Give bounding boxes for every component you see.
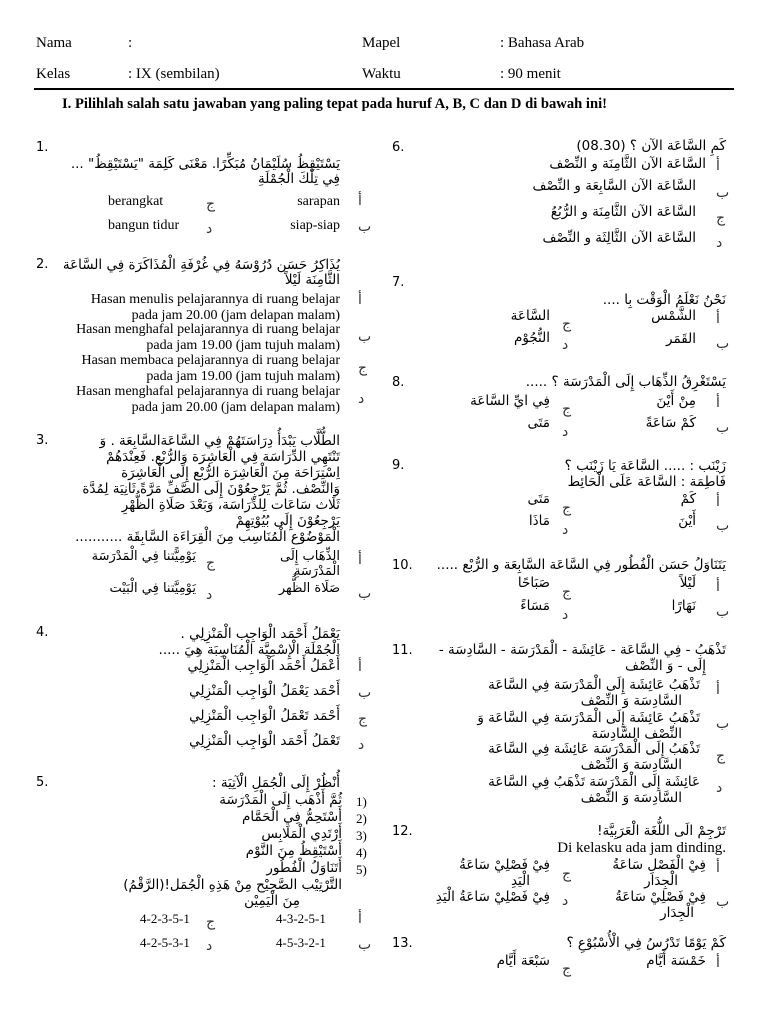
list-item: أَسْتَيْقِظُ مِنَ النَّوْم [245, 843, 342, 859]
option-d[interactable]: يَوْمِيَّتنا فِي الْبَيْت [109, 581, 196, 596]
option-d[interactable]: مَاذَا [528, 513, 550, 529]
list-item-number: 4) [356, 845, 367, 860]
option-letter-d: د [206, 938, 213, 954]
option-letter-a: أ [716, 955, 720, 971]
question-text-2: الْجُمْلَة الْإِسْمِيَّة الْمُنَاسِبَة هِيَ ..... [158, 642, 340, 658]
question-text: يَعْمَلُ أَحْمَد الْوَاجِب الْمَنْزِلِي . [180, 626, 340, 642]
reading-line-3: اِسْتِرَاحَة مِنَ الْعَاشِرَة الرُّبْع إِلَى الْعَاشِرَة [121, 465, 340, 481]
option-c[interactable]: فِي ايِّ السَّاعَة [470, 393, 550, 409]
question-number: 8. [392, 375, 405, 390]
list-item-number: 5) [356, 862, 367, 877]
option-c[interactable]: يَوْمِيًّتنا فِي الْمَدْرَسَة [91, 549, 196, 564]
mapel-label: Mapel [362, 35, 401, 51]
reading-line-2: تَنْتَهِي الدِّرَاسَة فِي الْعَاشِرَة وَالرُّبْع. فَعِنْدَهُمْ [106, 449, 340, 465]
question-text: الْمَوْضُوْع الْمُنَاسِب مِنَ الْقِرَاءَة السَّابِقَة ........... [75, 529, 340, 545]
option-a-line2[interactable]: pada jam 20.00 (jam delapan malam) [131, 308, 340, 323]
kelas-value: : IX (sembilan) [128, 66, 220, 82]
question-number: 10. [392, 558, 413, 573]
question-text: أُنْظُرْ إِلَى الْجُمَلِ الْآتِيَة : [212, 775, 340, 791]
option-letter-d: د [358, 391, 365, 407]
option-letter-c: ج [206, 196, 216, 212]
option-b-line2[interactable]: pada jam 19.00 (jam tujuh malam) [146, 338, 340, 353]
option-a[interactable]: sarapan [297, 194, 340, 209]
option-letter-d: د [562, 522, 569, 538]
list-item-number: 1) [356, 794, 367, 809]
option-a[interactable]: خَمْسَة أَيَّام [646, 953, 706, 969]
option-letter-a: أ [358, 193, 362, 209]
option-letter-c: ج [358, 360, 368, 376]
option-letter-b: ب [716, 604, 730, 620]
option-letter-d: د [206, 221, 213, 237]
option-a[interactable]: كَمْ [680, 491, 696, 507]
reading-line-6: يَرْجِعُوْنَ إِلَى بُيُوْتِهِمْ [235, 513, 340, 529]
question-number: 12. [392, 824, 413, 839]
option-d-line1[interactable]: عَائِشَة إِلَى الْمَدْرَسَة تَذْهَبُ فِي السَّاعَة [488, 774, 700, 790]
question-number: 3. [36, 433, 49, 448]
reading-line-1: الطُّلَّاب يَبْدَأُ دِرَاسَتَهُمْ فِي السَّاعَةالسَّابِعَة . وَ [99, 433, 340, 449]
reading-line-4: وَالنِّصْف. ثُمَّ يَرْجِعُوْنَ إِلَى الصَّفِّ مَرَّةً ثَانِيَة لِمُدَّة [82, 481, 340, 497]
option-letter-b: ب [358, 685, 372, 701]
sentence-to-translate: Di kelasku ada jam dinding. [557, 840, 726, 856]
option-d[interactable]: السَّاعَة الآن الثَّالِثَة و النِّصْف [542, 230, 696, 246]
question-text: كَمْ يَوْمًا تَدْرُسُ فِي الْأُسْبُوْعِ ؟ [566, 935, 726, 951]
question-number: 9. [392, 458, 405, 473]
question-text: تَرْجِمْ الَى اللُّغَة الْعَرَبِيَّة! [597, 823, 726, 839]
option-letter-a: أ [716, 158, 720, 174]
option-a-line1[interactable]: تَذْهَبُ عَائِشَة إِلَى الْمَدْرَسَة فِي السَّاعَة [488, 677, 700, 693]
list-item: أَتَنَاوَلُ الْفُطُور [266, 860, 342, 876]
option-letter-b: ب [716, 894, 730, 910]
option-b[interactable]: نَهَارًا [671, 598, 696, 614]
option-letter-c: ج [562, 866, 572, 882]
option-c-line1[interactable]: فِيْ فَصْلِيْ سَاعَةُ [459, 857, 550, 873]
nama-label: Nama [36, 35, 72, 51]
option-b[interactable]: أَيْنَ [678, 513, 696, 529]
question-number: 2. [36, 257, 49, 272]
option-letter-a: أ [716, 311, 720, 327]
question-text: يَسْتَغْرِقُ الذِّهَاب إِلَى الْمَدْرَسَة ؟ ..... [525, 374, 726, 390]
option-c-line2[interactable]: السَّادِسَة وَ النِّصْف [580, 757, 682, 773]
mapel-value: : Bahasa Arab [500, 35, 585, 51]
option-a[interactable]: الشَّمْس [651, 308, 696, 324]
option-a-line2[interactable]: الْجِدَار [644, 873, 678, 889]
option-b-line2[interactable]: النِّصْف السَّادِسَة [591, 726, 682, 742]
option-d-line2[interactable]: السَّادِسَة وَ النِّصْف [580, 790, 682, 806]
option-c[interactable]: صَبَاحًا [517, 575, 550, 591]
question-number: 7. [392, 275, 405, 290]
option-letter-a: أ [358, 552, 362, 568]
option-c[interactable]: 4-2-3-5-1 [140, 911, 190, 926]
option-letter-c: ج [562, 584, 572, 600]
option-b[interactable]: فِيْ فَصْلِيْ سَاعَةُ الْيَدِ [435, 889, 550, 905]
option-letter-c: ج [562, 961, 572, 977]
option-letter-b: ب [358, 586, 372, 602]
option-letter-b: ب [716, 420, 730, 436]
question-text-2: إِلَى - وَ النِّصْف [625, 658, 706, 674]
option-letter-b: ب [358, 219, 372, 235]
option-b-line1[interactable]: تَذْهَبُ عَائِشَة إِلَى الْمَدْرَسَة فِي السَّاعَة وَ [477, 710, 700, 726]
option-d[interactable]: مَتَى [527, 415, 550, 431]
option-letter-b: ب [716, 336, 730, 352]
option-letter-a: أ [358, 911, 362, 927]
option-letter-d: د [358, 737, 365, 753]
option-letter-c: ج [562, 316, 572, 332]
option-c[interactable]: السَّاعَة [510, 308, 550, 324]
option-a[interactable]: مِنْ أَيْنَ [656, 393, 696, 409]
option-letter-a: أ [358, 659, 362, 675]
option-letter-c: ج [206, 914, 216, 930]
option-letter-b: ب [358, 937, 372, 953]
question-text: يَتَنَاوَلُ حَسَن الْفُطُور فِي السَّاعَة السَّابِعَة و الرُّبْع ..... [436, 557, 726, 573]
option-letter-a: أ [716, 494, 720, 510]
option-d-line1[interactable]: فِيْ فَصْلِيْ سَاعَةُ [615, 889, 706, 905]
option-letter-a: أ [716, 860, 720, 876]
option-b[interactable]: أَحْمَد يَعْمَلُ الْوَاجِب الْمَنْزِلِي [189, 683, 340, 699]
option-letter-d: د [562, 607, 569, 623]
list-item-number: 3) [356, 828, 367, 843]
instruction: I. Pilihlah salah satu jawaban yang paling tepat pada huruf A, B, C dan D di bawah ini! [62, 96, 607, 112]
option-letter-d: د [562, 337, 569, 353]
option-c[interactable]: مَتَى [527, 491, 550, 507]
option-a[interactable]: السَّاعَة الآن الثَّامِنَة و النِّصْف [549, 156, 706, 172]
option-letter-d: د [716, 235, 723, 251]
list-item-number: 2) [356, 811, 367, 826]
option-d[interactable]: النُّجُوْم [514, 330, 550, 346]
option-letter-b: ب [716, 716, 730, 732]
option-letter-a: أ [716, 395, 720, 411]
option-letter-d: د [206, 587, 213, 603]
option-b-line1[interactable]: Hasan menghafal pelajarannya di ruang belajar [76, 322, 340, 337]
kelas-label: Kelas [36, 66, 71, 82]
nama-colon: : [128, 35, 133, 51]
option-b[interactable]: السَّاعَة الآن السَّابِعَة و النِّصْف [532, 178, 696, 194]
list-item: ثُمَّ أَذْهَب إِلَى الْمَدْرَسَة [219, 792, 342, 808]
option-a-line1[interactable]: Hasan menulis pelajarannya di ruang belajar [90, 292, 340, 307]
option-c-line2[interactable]: الْيَدِ [510, 873, 530, 889]
option-b[interactable]: صَلَاة الظُّهر [278, 581, 340, 596]
option-letter-b: ب [358, 329, 372, 345]
question-text-2: فَاطِمَة : السَّاعَة عَلَى الْحَائِط [567, 474, 726, 490]
option-c[interactable]: السَّاعَة الآن الثَّامِنَة و الرُّبُعُ [550, 204, 696, 220]
question-number: 13. [392, 936, 413, 951]
question-text: تَذْهَبُ - فِي السَّاعَة - عَائِشَة - الْمَدْرَسَة - السَّادِسَة - [438, 642, 726, 658]
question-text: كَمِ السَّاعَة الآن ؟ (08.30) [576, 138, 726, 154]
option-a[interactable]: لَيْلاً [679, 575, 696, 591]
option-d[interactable]: مَسَاءً [520, 598, 550, 614]
option-a[interactable]: أَعْمَلُ أَحْمَد الْوَاجِب الْمَنْزِلِي [187, 658, 340, 674]
option-letter-d: د [562, 424, 569, 440]
option-letter-d: د [562, 893, 569, 909]
option-a[interactable]: الذِّهَاب إِلَى الْمَدْرَسَةِ [280, 549, 340, 579]
option-letter-b: ب [716, 185, 730, 201]
option-letter-c: ج [358, 711, 368, 727]
option-c[interactable]: سَبْعَة أَيَّام [496, 953, 550, 969]
option-a-line2[interactable]: السَّادِسَة وَ النِّصْف [580, 693, 682, 709]
option-d-line2[interactable]: pada jam 20.00 (jam delapan malam) [131, 400, 340, 415]
question-instruction: التَّرْتِيْب الصَّحِيْح مِنْ هَذِهِ الْجُمَل!(الرَّقْمُ) [123, 877, 342, 893]
option-letter-c: ج [716, 210, 726, 226]
option-letter-b: ب [716, 518, 730, 534]
option-d-line1[interactable]: Hasan menghafal pelajarannya di ruang belajar [76, 384, 340, 399]
option-b[interactable]: 4-5-3-2-1 [276, 935, 326, 950]
option-letter-c: ج [562, 401, 572, 417]
option-c-line2[interactable]: pada jam 19.00 (jam tujuh malam) [146, 369, 340, 384]
option-d[interactable]: 4-2-5-3-1 [140, 935, 190, 950]
question-text: نَحْنُ نَعْلَمُ الْوَقْت بِا .... [602, 292, 726, 308]
option-letter-a: أ [358, 292, 362, 308]
question-text: زَيْنَب : ..... السَّاعَة يَا زَيْنَب ؟ [564, 458, 726, 474]
question-instruction-2: مِنَ الْيَمِيْن [244, 893, 300, 909]
waktu-label: Waktu [362, 66, 401, 82]
question-number: 4. [36, 625, 49, 640]
option-c[interactable]: أَحْمَد تَعْمَلُ الْوَاجِب الْمَنْزِلِي [189, 708, 340, 724]
option-c-line1[interactable]: Hasan membaca pelajarannya di ruang belajar [81, 353, 340, 368]
option-letter-a: أ [716, 579, 720, 595]
option-d[interactable]: تَعْمَلُ أَحْمَد الْوَاجِب الْمَنْزِلِي [189, 733, 340, 749]
option-letter-d: د [716, 780, 723, 796]
question-number: 5. [36, 775, 49, 790]
question-number: 1. [36, 140, 49, 155]
option-a[interactable]: 4-3-2-5-1 [276, 911, 326, 926]
option-c[interactable]: berangkat [108, 194, 164, 209]
header-divider [34, 88, 734, 90]
question-text: يَسْتَيْقِظُ سُلَيْمَانُ مُبَكِّرًا. مَعْنَى كَلِمَة "يَسْتَيْقِظُ" ... فِي تِلْكَ الْجُمْلَةِ [70, 156, 340, 187]
option-b[interactable]: القَمَر [666, 331, 696, 347]
option-letter-a: أ [716, 682, 720, 698]
option-b[interactable]: siap-siap [290, 218, 340, 233]
option-c-line1[interactable]: تَذْهَبُ إِلَى الْمَدْرَسَة عَائِشَة فِي السَّاعَة [488, 741, 700, 757]
option-d[interactable]: bangun tidur [108, 218, 180, 233]
option-letter-c: ج [716, 748, 726, 764]
question-number: 6. [392, 140, 405, 155]
list-item: أَرْتَدِي الْمَلَابِس [261, 826, 342, 842]
question-number: 11. [392, 643, 413, 658]
option-b[interactable]: كَمْ سَاعَةً [645, 415, 696, 431]
list-item: أَسْتَحِمُّ فِي الْحَمَّام [242, 809, 342, 825]
option-d-line2[interactable]: الْجِدَار [660, 905, 694, 921]
option-letter-c: ج [562, 500, 572, 516]
reading-line-5: ثَلَاث سَاعَات لِلدِّرَاسَة، وَبَعْدَ صَلَاةِ الظُّهْرِ [121, 497, 340, 513]
question-text: يُذَاكِرُ حَسَن دُرُوْسَهُ فِي غُرْفَةِ الْمُذَاكَرَة فِي السَّاعَة الثَّامِنَة لَيْلاً [62, 257, 340, 288]
option-letter-c: ج [206, 555, 216, 571]
option-a-line1[interactable]: فِيْ الْفَصْلِ سَاعَةُ [612, 857, 706, 873]
waktu-value: : 90 menit [500, 66, 561, 82]
